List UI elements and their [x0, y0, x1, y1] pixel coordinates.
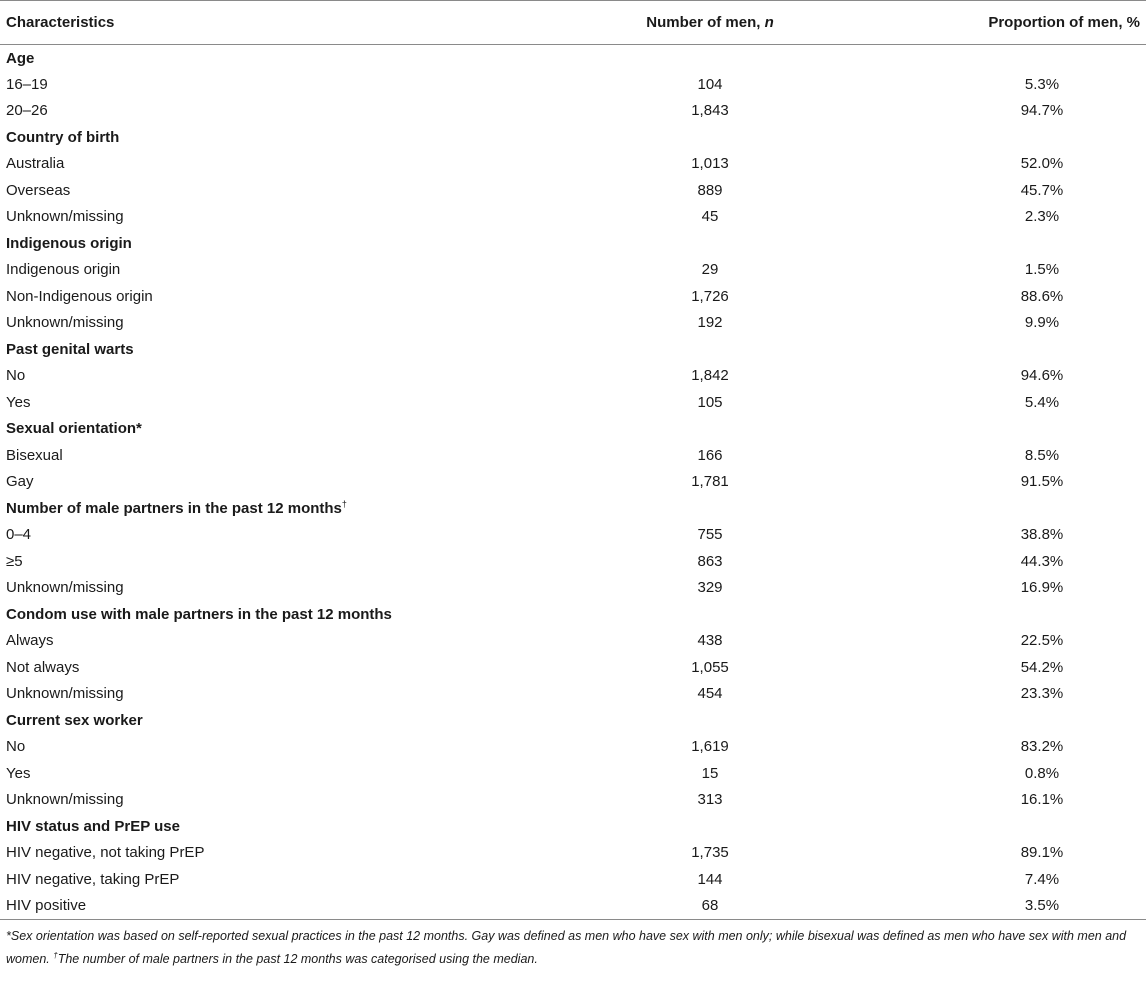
table-row	[0, 469, 1146, 496]
header-row	[0, 1, 1146, 45]
row-count: 1,735	[691, 844, 729, 862]
table-row	[0, 548, 1146, 575]
row-label: Overseas	[6, 181, 71, 199]
row-label: Unknown/missing	[6, 208, 124, 226]
row-label: No	[6, 367, 26, 385]
table-row	[0, 760, 1146, 787]
row-proportion: 45.7%	[1020, 181, 1064, 199]
section-heading	[0, 416, 1146, 443]
row-label: Unknown/missing	[6, 579, 124, 597]
row-count: 192	[697, 314, 723, 332]
section-row	[0, 601, 1146, 628]
section-heading-footnote-mark: †	[341, 499, 347, 510]
row-label: Unknown/missing	[6, 791, 124, 809]
table-row	[0, 866, 1146, 893]
row-proportion: 83.2%	[1020, 738, 1064, 756]
row-proportion: 1.5%	[1024, 261, 1060, 279]
row-count: 1,842	[691, 367, 729, 385]
header-number-of-men	[600, 1, 820, 45]
row-proportion: 16.9%	[1020, 579, 1064, 597]
row-proportion: 44.3%	[1020, 552, 1064, 570]
row-count: 755	[697, 526, 723, 544]
row-count: 105	[697, 393, 723, 411]
table-footnotes	[0, 927, 1146, 969]
row-count: 438	[697, 632, 723, 650]
row-count: 144	[697, 870, 723, 888]
row-label: Unknown/missing	[6, 314, 124, 332]
row-proportion: 91.5%	[1020, 473, 1064, 491]
table-body	[0, 45, 1146, 920]
section-heading-text: Past genital warts	[6, 340, 134, 358]
table-row	[0, 575, 1146, 602]
row-count: 1,726	[691, 287, 729, 305]
row-count: 29	[701, 261, 719, 279]
row-count: 45	[701, 208, 719, 226]
table-row	[0, 787, 1146, 814]
table-row	[0, 283, 1146, 310]
table-row	[0, 310, 1146, 337]
row-label: Yes	[6, 764, 31, 782]
section-heading-text: Indigenous origin	[6, 234, 132, 252]
row-label: Gay	[6, 473, 34, 491]
table-row	[0, 71, 1146, 98]
section-heading-text: Country of birth	[6, 128, 120, 146]
row-label: Australia	[6, 155, 65, 173]
section-heading-text: Current sex worker	[6, 711, 143, 729]
header-number-n: n	[764, 14, 774, 31]
footnote-sexual-orientation: *Sex orientation was based on self-reported sexual practices in the past 12 months. Gay was defined as men who have sex with men only; while bisexual was defined as men who have sex with men and women.	[6, 928, 1127, 966]
table-row	[0, 442, 1146, 469]
row-count: 889	[697, 181, 723, 199]
row-label: Not always	[6, 658, 80, 676]
footnote-dagger: †	[53, 950, 58, 960]
section-heading	[0, 601, 1146, 628]
section-heading-text: HIV status and PrEP use	[6, 817, 180, 835]
row-label: Unknown/missing	[6, 685, 124, 703]
footnote-male-partners: The number of male partners in the past 12 months was categorised using the median.	[57, 951, 538, 966]
row-proportion: 22.5%	[1020, 632, 1064, 650]
table-row	[0, 893, 1146, 920]
section-row	[0, 230, 1146, 257]
section-heading	[0, 230, 1146, 257]
row-proportion: 89.1%	[1020, 844, 1064, 862]
row-count: 1,619	[691, 738, 729, 756]
row-proportion: 2.3%	[1024, 208, 1060, 226]
row-label: Always	[6, 632, 54, 650]
row-count: 1,781	[691, 473, 729, 491]
row-proportion: 9.9%	[1024, 314, 1060, 332]
row-count: 454	[697, 685, 723, 703]
row-label: Indigenous origin	[6, 261, 121, 279]
row-count: 1,013	[691, 155, 729, 173]
section-row	[0, 336, 1146, 363]
table-row	[0, 204, 1146, 231]
table-header	[0, 1, 1146, 45]
row-proportion: 88.6%	[1020, 287, 1064, 305]
section-row	[0, 813, 1146, 840]
header-characteristics: Characteristics	[0, 1, 600, 45]
row-count: 329	[697, 579, 723, 597]
row-proportion: 94.7%	[1020, 102, 1064, 120]
table-row	[0, 257, 1146, 284]
section-heading-text: Sexual orientation*	[6, 420, 142, 438]
table-row	[0, 522, 1146, 549]
row-proportion: 23.3%	[1020, 685, 1064, 703]
row-proportion: 38.8%	[1020, 526, 1064, 544]
header-number-text: Number of men,	[646, 14, 765, 31]
row-count: 68	[600, 893, 820, 920]
table-row	[0, 98, 1146, 125]
section-heading	[0, 336, 1146, 363]
row-label: 0–4	[6, 526, 32, 544]
row-count: 313	[697, 791, 723, 809]
table-row	[0, 389, 1146, 416]
row-label: Bisexual	[6, 446, 63, 464]
section-row	[0, 707, 1146, 734]
section-heading	[0, 707, 1146, 734]
section-heading	[0, 124, 1146, 151]
row-count: 863	[697, 552, 723, 570]
row-proportion: 5.3%	[1024, 75, 1060, 93]
table-row	[0, 363, 1146, 390]
row-proportion: 94.6%	[1020, 367, 1064, 385]
section-row	[0, 495, 1146, 522]
row-count: 1,055	[691, 658, 729, 676]
row-label: HIV negative, not taking PrEP	[6, 844, 205, 862]
row-label: 16–19	[6, 75, 48, 93]
table-row	[0, 177, 1146, 204]
table-row	[0, 840, 1146, 867]
section-heading-text: Number of male partners in the past 12 months	[6, 500, 342, 518]
header-proportion-of-men: Proportion of men, %	[820, 1, 1146, 45]
row-proportion: 8.5%	[1024, 446, 1060, 464]
section-heading	[0, 45, 1146, 72]
row-count: 1,843	[691, 102, 729, 120]
section-heading	[0, 495, 1146, 522]
row-proportion: 5.4%	[1024, 393, 1060, 411]
row-proportion: 52.0%	[1020, 155, 1064, 173]
row-proportion: 3.5%	[820, 893, 1146, 920]
table-row	[0, 734, 1146, 761]
table-row	[0, 151, 1146, 178]
table-row	[0, 681, 1146, 708]
row-count: 15	[701, 764, 719, 782]
section-heading-text: Age	[6, 49, 35, 67]
section-heading-text: Condom use with male partners in the past 12 months	[6, 605, 392, 623]
row-label: No	[6, 738, 26, 756]
row-label: HIV positive	[0, 893, 600, 920]
table-row	[0, 654, 1146, 681]
row-label: 20–26	[6, 102, 48, 120]
row-label: Non-Indigenous origin	[6, 287, 153, 305]
row-label: ≥5	[6, 552, 23, 570]
section-row	[0, 416, 1146, 443]
section-row	[0, 124, 1146, 151]
row-proportion: 54.2%	[1020, 658, 1064, 676]
table-row	[0, 628, 1146, 655]
row-proportion: 16.1%	[1020, 791, 1064, 809]
section-heading	[0, 813, 1146, 840]
section-row	[0, 45, 1146, 72]
row-label: HIV negative, taking PrEP	[6, 870, 180, 888]
row-count: 166	[697, 446, 723, 464]
row-count: 104	[697, 75, 723, 93]
row-label: Yes	[6, 393, 31, 411]
row-proportion: 7.4%	[1024, 870, 1060, 888]
row-proportion: 0.8%	[1024, 764, 1060, 782]
